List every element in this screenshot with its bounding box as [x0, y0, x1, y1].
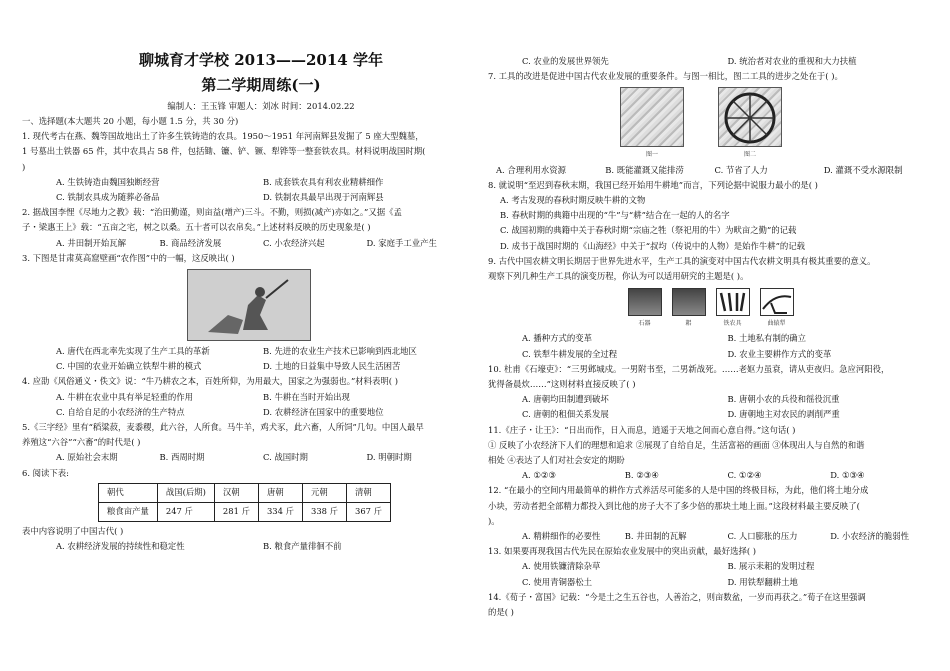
- option: B. 商品经济发展: [159, 237, 222, 248]
- options-row: [488, 559, 933, 574]
- question-text: 子・梁惠王上》载：“五亩之宅，树之以桑。五十者可以衣帛矣。”上述材料反映的历史现象是( ): [22, 222, 371, 233]
- options-row: [22, 539, 470, 554]
- option: A. 井田制开始瓦解: [56, 237, 126, 248]
- option: C. 农业的发展世界领先: [522, 56, 609, 66]
- table-cell: 清朝: [347, 483, 391, 502]
- question-7: [488, 69, 933, 178]
- options-row: [22, 344, 470, 359]
- question-text: 1 号墓出土铁器 65 件，其中农具占 58 件，包括锄、镰、铲、镢、犁铧等一整套铁农具。材料说明战国时期(: [22, 146, 426, 157]
- curved-plough-icon: [760, 288, 794, 316]
- table-cell: 朝代: [99, 483, 158, 502]
- option: D. 成书于战国时期的《山海经》中关于“叔均（传说中的人物）是始作牛耕”的记载: [500, 240, 806, 251]
- options-row: [488, 331, 933, 346]
- options-row: [22, 175, 470, 190]
- option: A. 合理利用水资源: [496, 164, 566, 175]
- option: B. 先进的农业生产技术已影响到西北地区: [263, 346, 417, 357]
- question-text: 5.《三字经》里有“稻粱菽，麦黍稷，此六谷，人所食。马牛羊，鸡犬豕，此六畜，人所饲”几句。中国人最早: [22, 422, 424, 433]
- section-heading: 一、选择题(本大题共 20 小题，每小题 1.5 分，共 30 分): [22, 116, 239, 126]
- tool-plough: [760, 288, 794, 331]
- question-text: 3. 下图是甘肃莫高窟壁画“农作图”中的一幅，这反映出( ): [22, 252, 235, 263]
- question-12: [488, 483, 933, 544]
- table-cell: 281 斤: [214, 502, 258, 521]
- option: B. 春秋时期的典籍中出现的“牛”与“耕”结合在一起的人的名字: [500, 210, 730, 221]
- iron-tools-drawing: [717, 289, 749, 315]
- option: D. 农耕经济在国家中的重要地位: [263, 406, 384, 417]
- options-row: [22, 359, 470, 374]
- question-text: 小块，劳动者把全部精力都投入到比他的房子大不了多少倍的那块土地上面。”这段材料最主要反映了(: [488, 500, 860, 511]
- right-column: [488, 54, 933, 620]
- option: C. 人口膨胀的压力: [727, 531, 798, 542]
- tool-evolution-images: [488, 288, 933, 331]
- options-row: [488, 529, 933, 544]
- options-row: [488, 575, 933, 590]
- table-cell: 247 斤: [157, 502, 214, 521]
- table-cell: 战国(后期): [157, 483, 214, 502]
- option: D. 明朝时期: [366, 452, 412, 463]
- tool-si: [672, 288, 706, 331]
- option: D. 小农经济的脆弱性: [830, 531, 909, 542]
- table-row: [99, 502, 391, 521]
- question-text: 1. 现代考古在燕、魏等国故地出土了许多生铁铸造的农具。1950～1951 年河南辉县发掘了 5 座大型魏墓，: [22, 131, 424, 142]
- option: A. 播种方式的变革: [522, 333, 592, 344]
- table-cell: 367 斤: [347, 502, 391, 521]
- option: A. 原始社会末期: [56, 452, 118, 463]
- question-1: [22, 129, 470, 205]
- option: C. 自给自足的小农经济的生产特点: [56, 406, 185, 417]
- option: D. 土地的日益集中导致人民生活困苦: [263, 361, 401, 372]
- question-2: [22, 205, 470, 251]
- figure-caption: 图一: [645, 151, 658, 159]
- farming-mural-image: [187, 269, 311, 341]
- iron-tools-icon: [716, 288, 750, 316]
- table-cell: 汉朝: [214, 483, 258, 502]
- table-cell: 338 斤: [302, 502, 346, 521]
- figure-caption: 图二: [743, 151, 756, 159]
- option: D. 用铁犁翻耕土地: [727, 576, 798, 587]
- question-text: ): [22, 161, 26, 172]
- option: B. 展示耒耜的发明过程: [727, 561, 815, 572]
- figure-1: [620, 87, 684, 162]
- tool-caption: 石器: [638, 320, 651, 328]
- table-cell: 唐朝: [258, 483, 302, 502]
- question-text: )。: [488, 515, 500, 526]
- option: B. 土地私有制的确立: [727, 333, 806, 344]
- option: C. ①②④: [727, 470, 762, 481]
- options-row: [488, 468, 933, 483]
- option: D. 唐朝地主对农民的剥削严重: [727, 409, 840, 420]
- question-text: 6. 阅读下表:: [22, 467, 69, 478]
- option: D. 铁制农具最早出现于河南辉县: [263, 192, 384, 203]
- question-6: [22, 466, 470, 555]
- option: D. 统治者对农业的重视和大力扶植: [727, 56, 857, 66]
- options-row: [488, 163, 933, 178]
- question-text: 8. 就说明“至迟到春秋末期，我国已经开始用牛耕地”而言，下列论据中说服力最小的是( ): [488, 179, 818, 190]
- waterwheel-figure-2-image: [718, 87, 782, 147]
- option: C. 铁犁牛耕发展的全过程: [522, 348, 618, 359]
- table-cell: 334 斤: [258, 502, 302, 521]
- option: B. 唐朝小农的兵役和徭役沉重: [727, 394, 840, 405]
- table-cell: 粮食亩产量: [99, 502, 158, 521]
- tool-caption: 铁农具: [723, 320, 742, 328]
- option: A. ①②③: [522, 470, 556, 481]
- option: B. 西周时期: [159, 452, 205, 463]
- question-11: [488, 423, 933, 484]
- question-text: 养殖这“六谷”“六畜”的时代是( ): [22, 437, 141, 448]
- question-8: [488, 178, 933, 254]
- mural-figure-icon: [188, 270, 310, 340]
- option: A. 唐代在西北率先实现了生产工具的革新: [56, 346, 210, 357]
- options-row: [22, 190, 470, 205]
- figure-2: [718, 87, 782, 162]
- editors-line: 编制人：王玉锋 审题人：刘冰 时间：2014.02.22: [167, 101, 355, 111]
- question-text: 的是( ): [488, 607, 514, 618]
- option: C. 节省了人力: [714, 164, 768, 175]
- tool-iron: [716, 288, 750, 331]
- question-text: 4. 应劭《风俗通义・佚文》说：“牛乃耕农之本，百姓所仰，为用最大，国家之为强弱也。”材料表明( ): [22, 376, 398, 387]
- option: A. 农耕经济发展的持续性和稳定性: [56, 541, 185, 552]
- question-text: 9. 古代中国农耕文明长期居于世界先进水平，生产工具的演变对中国古代农耕文明具有极其重要的意义。: [488, 255, 876, 266]
- options-row: [22, 450, 470, 465]
- option: C. 中国的农业开始确立铁犁牛耕的模式: [56, 361, 202, 372]
- option: D. ①③④: [830, 470, 865, 481]
- option: C. 使用青铜器松土: [522, 576, 593, 587]
- options-row: [488, 347, 933, 362]
- question-text: 12. “在最小的空间内用最简单的耕作方式养活尽可能多的人是中国的终极目标，为此，他们将土地分成: [488, 485, 869, 496]
- option: D. 家庭手工业产生: [366, 237, 437, 248]
- title-line-1: 聊城育才学校 2013——2014 学年: [139, 51, 383, 69]
- title-line-2: 第二学期周练(一): [201, 76, 321, 94]
- option: C. 铁制农具成为随葬必备品: [56, 192, 160, 203]
- option: B. 既能灌溉又能排涝: [605, 164, 684, 175]
- question-text: 犹得备晨炊……”这则材料直接反映了( ): [488, 379, 636, 390]
- option: A. 精耕细作的必要性: [522, 531, 601, 542]
- waterwheel-icon: [719, 88, 781, 146]
- option: A. 考古发现的春秋时期反映牛耕的文物: [500, 195, 646, 206]
- option: C. 战国初期的典籍中关于春秋时期“宗庙之牲（祭祀用的牛）为畎亩之勤”的记载: [500, 225, 797, 236]
- question-4: [22, 374, 470, 420]
- irrigation-figure-1-image: [620, 87, 684, 147]
- option: C. 唐朝的租佃关系发展: [522, 409, 609, 420]
- option: C. 小农经济兴起: [263, 237, 325, 248]
- left-column: [22, 0, 470, 554]
- question-5: [22, 420, 470, 466]
- option: B. ②③④: [624, 470, 659, 481]
- question-text: 7. 工具的改进是促进中国古代农业发展的重要条件。与图一相比，图二工具的进步之处在于( )。: [488, 71, 843, 82]
- plough-drawing: [761, 289, 793, 315]
- tool-caption: 曲辕犁: [767, 320, 786, 328]
- option: A. 生铁铸造由魏国独断经营: [56, 176, 160, 187]
- question-text: 10. 杜甫《石壕吏》：“三男邺城戍。一男附书至，二男新战死。……老妪力虽衰，请从吏夜归。急应河阳役，: [488, 363, 890, 374]
- option: B. 粮食产量徘徊不前: [263, 541, 342, 552]
- options-row: [488, 407, 933, 422]
- option: D. 农业主要耕作方式的变革: [727, 348, 832, 359]
- options-row: [22, 236, 470, 251]
- tool-caption: 耜: [685, 320, 692, 328]
- question-text: 13. 如果要再现我国古代先民在原始农业发展中的突出贡献，最好选择( ): [488, 546, 757, 557]
- options-row: [488, 392, 933, 407]
- option: B. 成套铁农具有利农业精耕细作: [263, 176, 384, 187]
- question-10: [488, 362, 933, 423]
- tool-figures: [620, 87, 933, 162]
- option: C. 战国时期: [263, 452, 308, 463]
- table-header-row: [99, 483, 391, 502]
- question-text: 观察下列几种生产工具的演变历程，你认为可以适用研究的主题是( )。: [488, 271, 749, 282]
- si-tool-icon: [672, 288, 706, 316]
- question-3: [22, 251, 470, 375]
- options-row: [22, 405, 470, 420]
- option: A. 使用铁镰清除杂草: [522, 561, 601, 572]
- option: A. 牛耕在农业中具有举足轻重的作用: [56, 391, 193, 402]
- question-9: [488, 254, 933, 362]
- question-text: ① 反映了小农经济下人们的理想和追求 ②展现了自给自足，生活富裕的画面 ③体现出人与自然的和谐: [488, 439, 865, 450]
- options-row: [488, 54, 933, 69]
- tool-stone: [628, 288, 662, 331]
- option: B. 牛耕在当时开始出现: [263, 391, 350, 402]
- question-text: 2. 据战国李悝《尽地力之教》载：“治田勤谨，则亩益(增产)三斗。不勤，则损(减产)亦如之。”又据《孟: [22, 207, 402, 218]
- option: A. 唐朝均田制遭到破坏: [522, 394, 609, 405]
- question-13: [488, 544, 933, 590]
- option: B. 井田制的瓦解: [624, 531, 687, 542]
- question-14: [488, 590, 933, 620]
- stone-tool-icon: [628, 288, 662, 316]
- options-row: [22, 390, 470, 405]
- table-cell: 元朝: [302, 483, 346, 502]
- question-text: 表中内容说明了中国古代( ): [22, 525, 124, 536]
- grain-yield-table: [98, 483, 391, 522]
- question-text: 相处 ④表达了人们对社会安定的期盼: [488, 455, 625, 466]
- question-text: 14.《荀子・富国》记载：“今是土之生五谷也，人善治之，则亩数盆，一岁而再获之。”荀子在这里强调: [488, 591, 866, 602]
- option: D. 灌溉不受水源限制: [823, 164, 903, 175]
- question-text: 11.《庄子・让王》：“日出而作，日入而息，逍遥于天地之间而心意自得。”这句话( ): [488, 424, 796, 435]
